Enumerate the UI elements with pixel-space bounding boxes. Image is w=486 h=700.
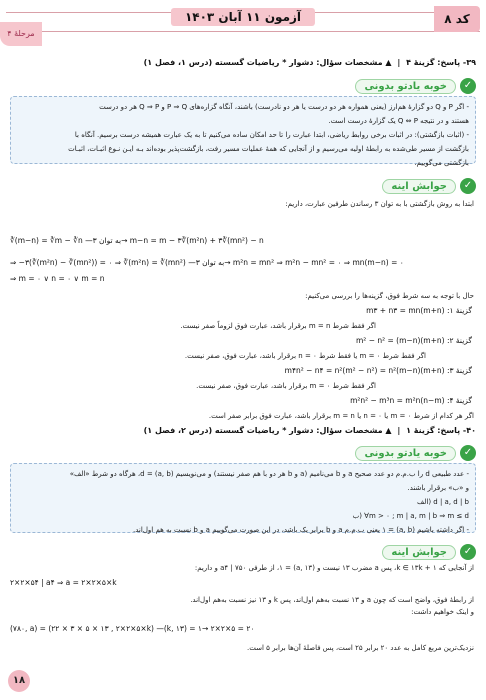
separator: |: [397, 426, 401, 435]
exam-title: آزمون ۱۱ آبان ۱۴۰۳: [171, 8, 315, 26]
equation-3: ⇒ m = ۰ ∨ n = ۰ ∨ m = n: [10, 274, 105, 283]
review-text: - اگر داشته باشیم (a, b) = ۱ یعنی ب.م.م a و b برابر یک باشد، در این صورت می‌گوییم a و b نسبت به هم اول‌اند.: [133, 526, 469, 534]
equation-2: ⇒ −۳(∛(m²n) − ∛(mn²)) = ۰ ⇒ ∛(m²n) = ∛(mn²) —به توان ۳→ m²n = mn² ⇒ m²n − mn² = ۰ ⇒ mn(m−n) = ۰: [10, 258, 404, 267]
review-badge-2: [355, 443, 476, 463]
review-text: ب) ∀m > ۰ ; m | a, m | b ⇒ m ≤ d: [352, 512, 469, 520]
option-1-note: اگر فقط شرط m = n برقرار باشد، عبارت فوق لزوماً صفر نیست.: [180, 322, 376, 330]
check-icon: ✓: [460, 544, 476, 560]
info-icon: ✓: [460, 78, 476, 94]
review-text: بازگشتی می‌گوییم.: [414, 159, 469, 167]
check-icon: ✓: [460, 178, 476, 194]
review-text: هستند و در نتیجه Q ⇔ P یک گزارهٔ درست است.: [328, 117, 469, 125]
solution-badge-2: [382, 542, 476, 562]
info-icon: ✓: [460, 445, 476, 461]
question-40-header: [56, 426, 476, 435]
review-text: الف) d | a, d | b: [417, 498, 469, 506]
solution-badge: [382, 176, 476, 196]
q40-solution-line: و اینک خواهیم داشت:: [411, 608, 474, 616]
option-2: گزینهٔ ۲: m² − n² = (m−n)(m+n): [356, 336, 472, 345]
exam-code-badge: کد ۸: [434, 6, 480, 32]
question-39-answer: ۳۹- پاسخ: گزینهٔ ۴: [406, 58, 476, 67]
q40-review-box: [10, 463, 476, 533]
q39-review-box: [10, 96, 476, 167]
option-3: گزینهٔ ۳: m۴n² − n۴ = n²(m² − n²) = n²(m−n)(m+n): [284, 366, 472, 375]
review-badge: [355, 76, 476, 96]
review-text: - (اثبات بازگشتی): در اثبات برخی روابط ریاضی، ابتدا عبارت را تا حد امکان ساده می‌کنیم تا به یک عبارت همیشه درست برسیم. آنگاه با: [74, 131, 469, 139]
review-text: - اگر P و Q دو گزارهٔ هم‌ارز (یعنی همواره هر دو درست یا هر دو نادرست) باشند، آنگاه گزاره‌های P ⇒ Q و Q ⇒ P هر دو درست: [99, 103, 469, 111]
question-40-specs: ▲ مشخصات سؤال: دشوار * ریاضیات گسسته (درس ۲، فصل ۱): [143, 426, 392, 435]
option-4: گزینهٔ ۴: m²n² − m³n = m²n(n−m): [350, 396, 472, 405]
q40-solution-line: نزدیک‌ترین مربع کامل به عدد ۲۰ برابر ۲۵ است، پس فاصلهٔ آن‌ها برابر ۵ است.: [247, 644, 474, 652]
solution-badge-label: جوابش اینه: [382, 545, 456, 560]
solution-badge-label: جوابش اینه: [382, 179, 456, 194]
review-badge-label: خوبه یادتو بدونی: [355, 446, 456, 461]
solution-intro: ابتدا به روش بازگشتی با به توان ۳ رساندن طرفین عبارت، داریم:: [285, 200, 474, 208]
option-3-note: اگر فقط شرط m = ۰ برقرار باشد، عبارت فوق، صفر نیست.: [196, 382, 376, 390]
question-40-answer: ۴۰- پاسخ: گزینهٔ ۱: [406, 426, 476, 435]
review-text: بازگشت از مسیر طی‌شده به رابطهٔ اولیه می‌رسیم و از آنجایی که همهٔ عملیات مسیر رفت، بازگشت‌پذیر بوده‌اند بـه ایـن نـوع اثبـات، اثبـات: [68, 145, 469, 153]
option-4-note: اگر هر کدام از شرط m = ۰ یا n = ۰ یا m = n برقرار باشد، عبارت فوق برابر صفر است.: [208, 412, 474, 420]
page-number: ۱۸: [8, 670, 30, 692]
option-2-note: اگر فقط شرط m = ۰ یا فقط شرط n = ۰ برقرار باشد، عبارت فوق، صفر نیست.: [184, 352, 426, 360]
separator: |: [397, 58, 401, 67]
page-header: [6, 6, 480, 34]
equation-1: ∛(m−n) = ∛m − ∛n —به توان ۳→ m−n = m − ۳∛(m²n) + ۳∛(mn²) − n: [10, 236, 264, 245]
q40-solution-line: از رابطهٔ فوق، واضح است که چون a و ۱۳ نسبت به‌هم اول‌اند، پس k و ۱۳ نیز نسبت به‌هم اول‌اند.: [190, 596, 474, 604]
review-text: - عدد طبیعی d را ب.م.م دو عدد صحیح a و b می‌نامیم (a و b هر دو با هم صفر نیستند) و می‌نویسیم (a, b) = d، هرگاه دو شرط «الف»: [69, 470, 469, 478]
q40-equation-2: (۷۸۰, a) = (۲۲ × ۳ × ۵ × ۱۳ , ۲×۲×۵×k) —(k, ۱۳) = ۱→ ۲×۲×۵ = ۲۰: [10, 624, 255, 633]
review-badge-label: خوبه یادتو بدونی: [355, 79, 456, 94]
review-text: و «ب» برقرار باشند.: [407, 484, 469, 492]
stage-badge: مرحلهٔ ۴: [0, 22, 42, 46]
q40-equation-1: ۲×۲×۵۴ | a۴ ⇒ a = ۲×۲×۵×k: [10, 578, 117, 587]
check-intro: حال با توجه به سه شرط فوق، گزینه‌ها را بررسی می‌کنیم:: [305, 292, 474, 300]
option-1: گزینهٔ ۱: m۳ + n۳ = mn(m+n): [366, 306, 472, 315]
q40-solution-line: از آنجایی که k ∈ ۱۳k + ۱، پس a مضرب ۱۳ نیست و (a, ۱۳) = ۱، از طرفی ۷۵۰ | a۴ و داریم:: [194, 564, 474, 572]
question-39-header: [56, 58, 476, 67]
question-39-specs: ▲ مشخصات سؤال: دشوار * ریاضیات گسسته (درس ۱، فصل ۱): [143, 58, 392, 67]
